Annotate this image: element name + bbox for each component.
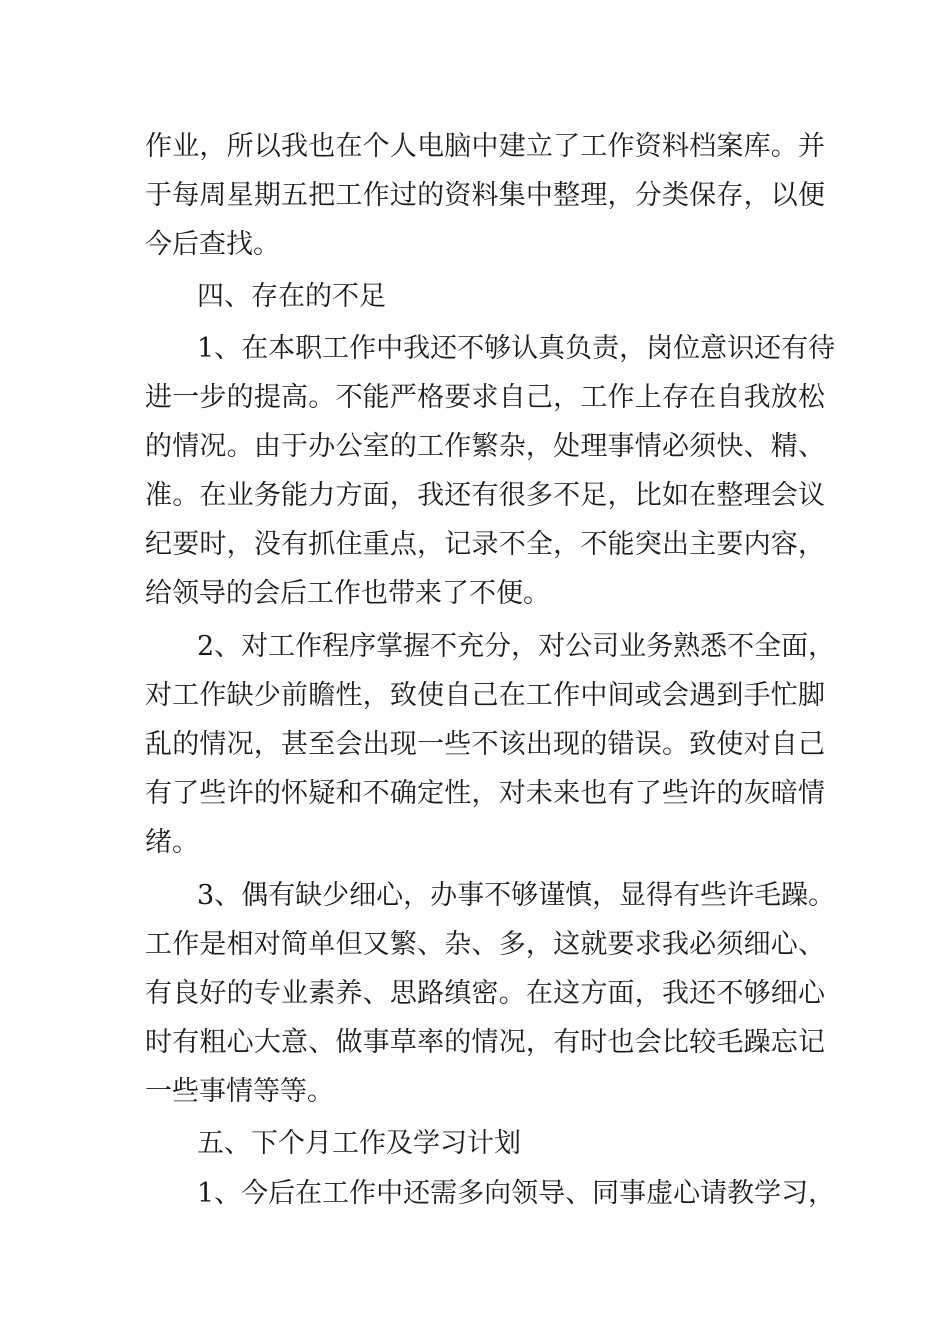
text-line: 今后查找。: [145, 229, 280, 260]
text-line: 时有粗心大意、做事草率的情况，有时也会比较毛躁忘记: [145, 1027, 825, 1058]
text-line: 一些事情等等。: [145, 1076, 334, 1107]
text-line: 准。在业务能力方面，我还有很多不足，比如在整理会议: [145, 480, 825, 511]
text-line: 给领导的会后工作也带来了不便。: [145, 578, 550, 609]
text-line: 绪。: [145, 827, 199, 858]
text-line: 1、在本职工作中我还不够认真负责，岗位意识还有待: [197, 333, 836, 364]
text-line: 的情况。由于办公室的工作繁杂，处理事情必须快、精、: [145, 431, 825, 462]
text-line: 工作是相对简单但又繁、杂、多，这就要求我必须细心、: [145, 929, 825, 960]
text-line: 纪要时，没有抓住重点，记录不全，不能突出主要内容，: [145, 529, 825, 560]
text-line: 作业，所以我也在个人电脑中建立了工作资料档案库。并: [145, 131, 825, 162]
text-line: 3、偶有缺少细心，办事不够谨慎，显得有些许毛躁。: [197, 880, 836, 911]
text-line: 乱的情况，甚至会出现一些不该出现的错误。致使对自己: [145, 729, 825, 760]
section-heading: 四、存在的不足: [197, 281, 386, 312]
text-line: 进一步的提高。不能严格要求自己，工作上存在自我放松: [145, 382, 825, 413]
text-line: 于每周星期五把工作过的资料集中整理，分类保存，以便: [145, 180, 825, 211]
section-heading: 五、下个月工作及学习计划: [197, 1128, 521, 1159]
text-line: 2、对工作程序掌握不充分，对公司业务熟悉不全面，: [197, 631, 836, 662]
text-line: 有良好的专业素养、思路缜密。在这方面，我还不够细心: [145, 978, 825, 1009]
text-line: 对工作缺少前瞻性，致使自己在工作中间或会遇到手忙脚: [145, 680, 825, 711]
text-line: 1、今后在工作中还需多向领导、同事虚心请教学习，: [197, 1178, 836, 1209]
text-line: 有了些许的怀疑和不确定性，对未来也有了些许的灰暗情: [145, 778, 825, 809]
